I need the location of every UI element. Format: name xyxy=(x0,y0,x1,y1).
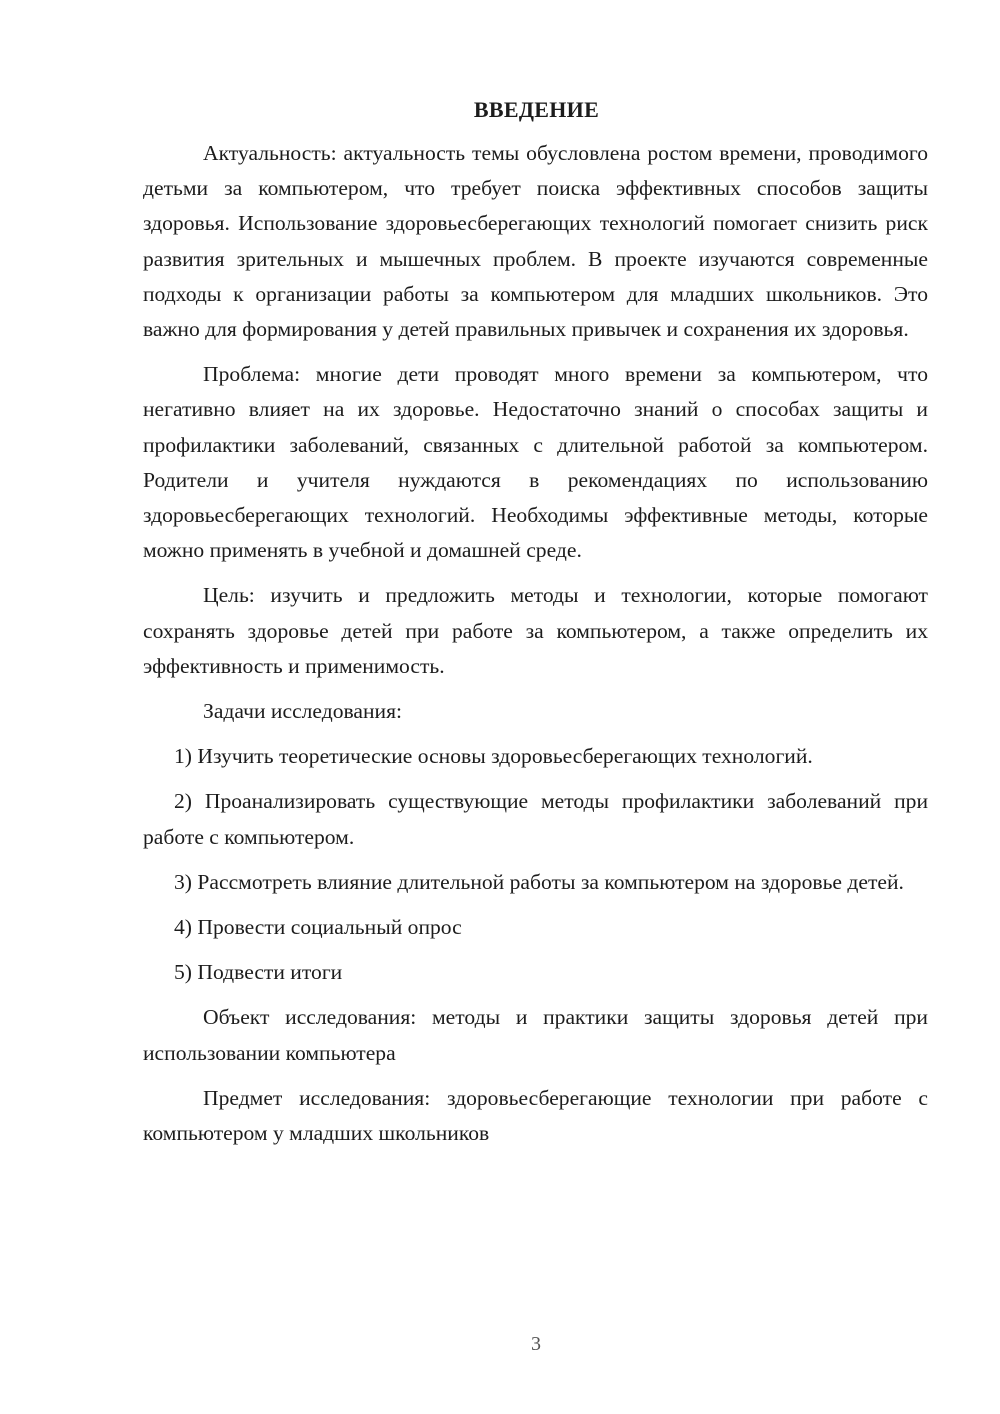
list-item: 3) Рассмотреть влияние длительной работы за компьютером на здоровье детей. xyxy=(174,869,904,894)
page-number: 3 xyxy=(531,1333,541,1355)
tasks-list xyxy=(143,739,928,990)
goal-paragraph: Цель: изучить и предложить методы и технологии, которые помогают сохранять здоровье детей при работе за компьютером, а также определить их эффективность и применимость. xyxy=(143,583,928,678)
list-item: 4) Провести социальный опрос xyxy=(174,915,462,940)
research-subject-paragraph: Предмет исследования: здоровьесберегающие технологии при работе с компьютером у младших школьников xyxy=(143,1085,928,1146)
list-item: 2) Проанализировать существующие методы профилактики заболеваний при работе с компьютером. xyxy=(143,789,928,849)
section-heading: ВВЕДЕНИЕ xyxy=(473,97,600,122)
document-page xyxy=(143,94,928,1151)
problem-paragraph: Проблема: многие дети проводят много времени за компьютером, что негативно влияет на их здоровье. Недостаточно знаний о способах защиты и профилактики заболеваний, связанных с длительной работой за компьютером. Родители и учителя нуждаются в рекомендациях по использованию здоровьесберегающих технологий. Необходимы эффективные методы, которые можно применять в учебной и домашней среде. xyxy=(143,362,928,563)
research-object-paragraph: Объект исследования: методы и практики защиты здоровья детей при использовании компьютера xyxy=(143,1005,928,1065)
list-item: 5) Подвести итоги xyxy=(174,960,343,985)
tasks-intro: Задачи исследования: xyxy=(203,699,403,724)
relevance-paragraph: Актуальность: актуальность темы обусловлена ростом времени, проводимого детьми за компьютером, что требует поиска эффективных способов защиты здоровья. Использование здоровьесберегающих технологий помогает снизить риск развития зрительных и мышечных проблем. В проекте изучаются современные подходы к организации работы за компьютером для младших школьников. Это важно для формирования у детей правильных привычек и сохранения их здоровья. xyxy=(143,141,928,342)
list-item: 1) Изучить теоретические основы здоровьесберегающих технологий. xyxy=(174,744,813,769)
